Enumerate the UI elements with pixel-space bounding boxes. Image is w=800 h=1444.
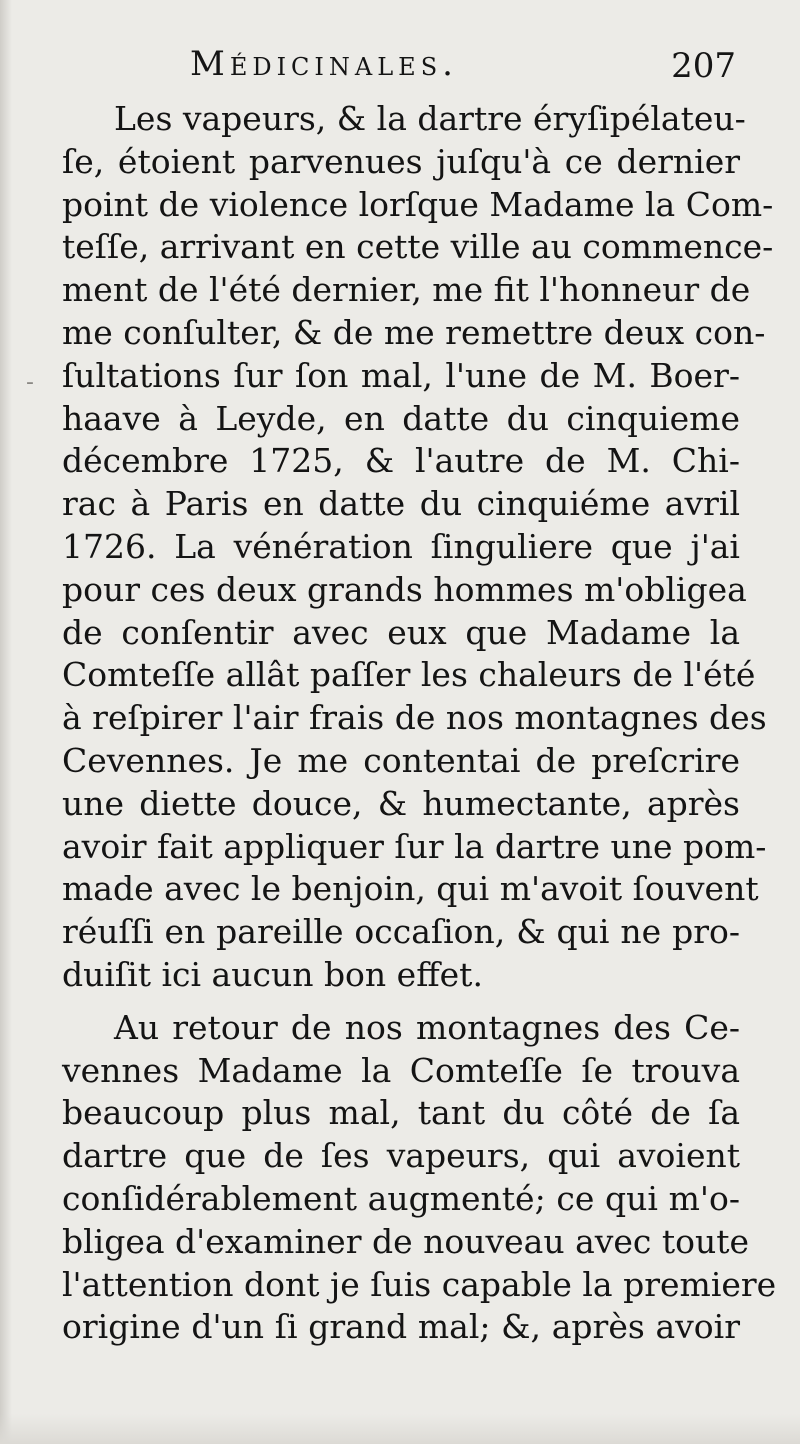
text-line: beaucoup plus mal, tant du côté de ſa (62, 1093, 740, 1133)
running-title: Médicinales. (190, 44, 458, 84)
text-line: origine d'un ſi grand mal; &, après avoir (62, 1307, 740, 1347)
text-line: à reſpirer l'air frais de nos montagnes des (62, 698, 767, 738)
text-line: made avec le benjoin, qui m'avoit ſouvent (62, 869, 759, 909)
text-line: Comteſſe allât paſſer les chaleurs de l'été (62, 655, 756, 695)
text-line: duiſit ici aucun bon effet. (62, 954, 483, 994)
text-line: pour ces deux grands hommes m'obligea (62, 569, 747, 609)
text-line: teſſe, arrivant en cette ville au commence- (62, 227, 774, 267)
text-line: avoir fait appliquer ſur la dartre une pom- (62, 826, 767, 866)
text-line: me conſulter, & de me remettre deux con- (62, 312, 766, 352)
text-line: point de violence lorſque Madame la Com- (62, 184, 774, 224)
text-line: conſidérablement augmenté; ce qui m'o- (62, 1178, 740, 1218)
text-line: décembre 1725, & l'autre de M. Chi- (62, 441, 740, 481)
text-line: ſe, étoient parvenues juſqu'à ce dernier (62, 141, 740, 181)
text-line: de conſentir avec eux que Madame la (62, 612, 740, 652)
paragraph-2 (62, 1007, 777, 1349)
text-line: Cevennes. Je me contentai de preſcrire (62, 740, 740, 780)
text-line: une diette douce, & humectante, après (62, 783, 740, 823)
paragraph-1 (62, 98, 774, 997)
text-line: l'attention dont je ſuis capable la premiere (62, 1264, 777, 1304)
text-line: ſultations ſur ſon mal, l'une de M. Boer- (62, 355, 740, 395)
text-line: bligea d'examiner de nouveau avec toute (62, 1221, 750, 1261)
text-line: 1726. La vénération ſinguliere que j'ai (62, 526, 740, 566)
paragraph-gap (62, 997, 740, 1007)
text-line: Au retour de nos montagnes des Ce- (114, 1007, 740, 1047)
body-text (62, 98, 777, 1349)
text-line: ment de l'été dernier, me fit l'honneur de (62, 270, 751, 310)
text-line: réuſſi en pareille occaſion, & qui ne pro- (62, 912, 740, 952)
margin-dash-mark: - (26, 370, 34, 395)
page-number: 207 (671, 46, 736, 86)
text-line: vennes Madame la Comteſſe ſe trouva (62, 1050, 740, 1090)
text-line: Les vapeurs, & la dartre éryſipélateu- (114, 99, 746, 138)
text-line: dartre que de ſes vapeurs, qui avoient (62, 1136, 740, 1176)
text-line: haave à Leyde, en datte du cinquieme (62, 398, 740, 438)
text-line: rac à Paris en datte du cinquiéme avril (62, 484, 740, 524)
